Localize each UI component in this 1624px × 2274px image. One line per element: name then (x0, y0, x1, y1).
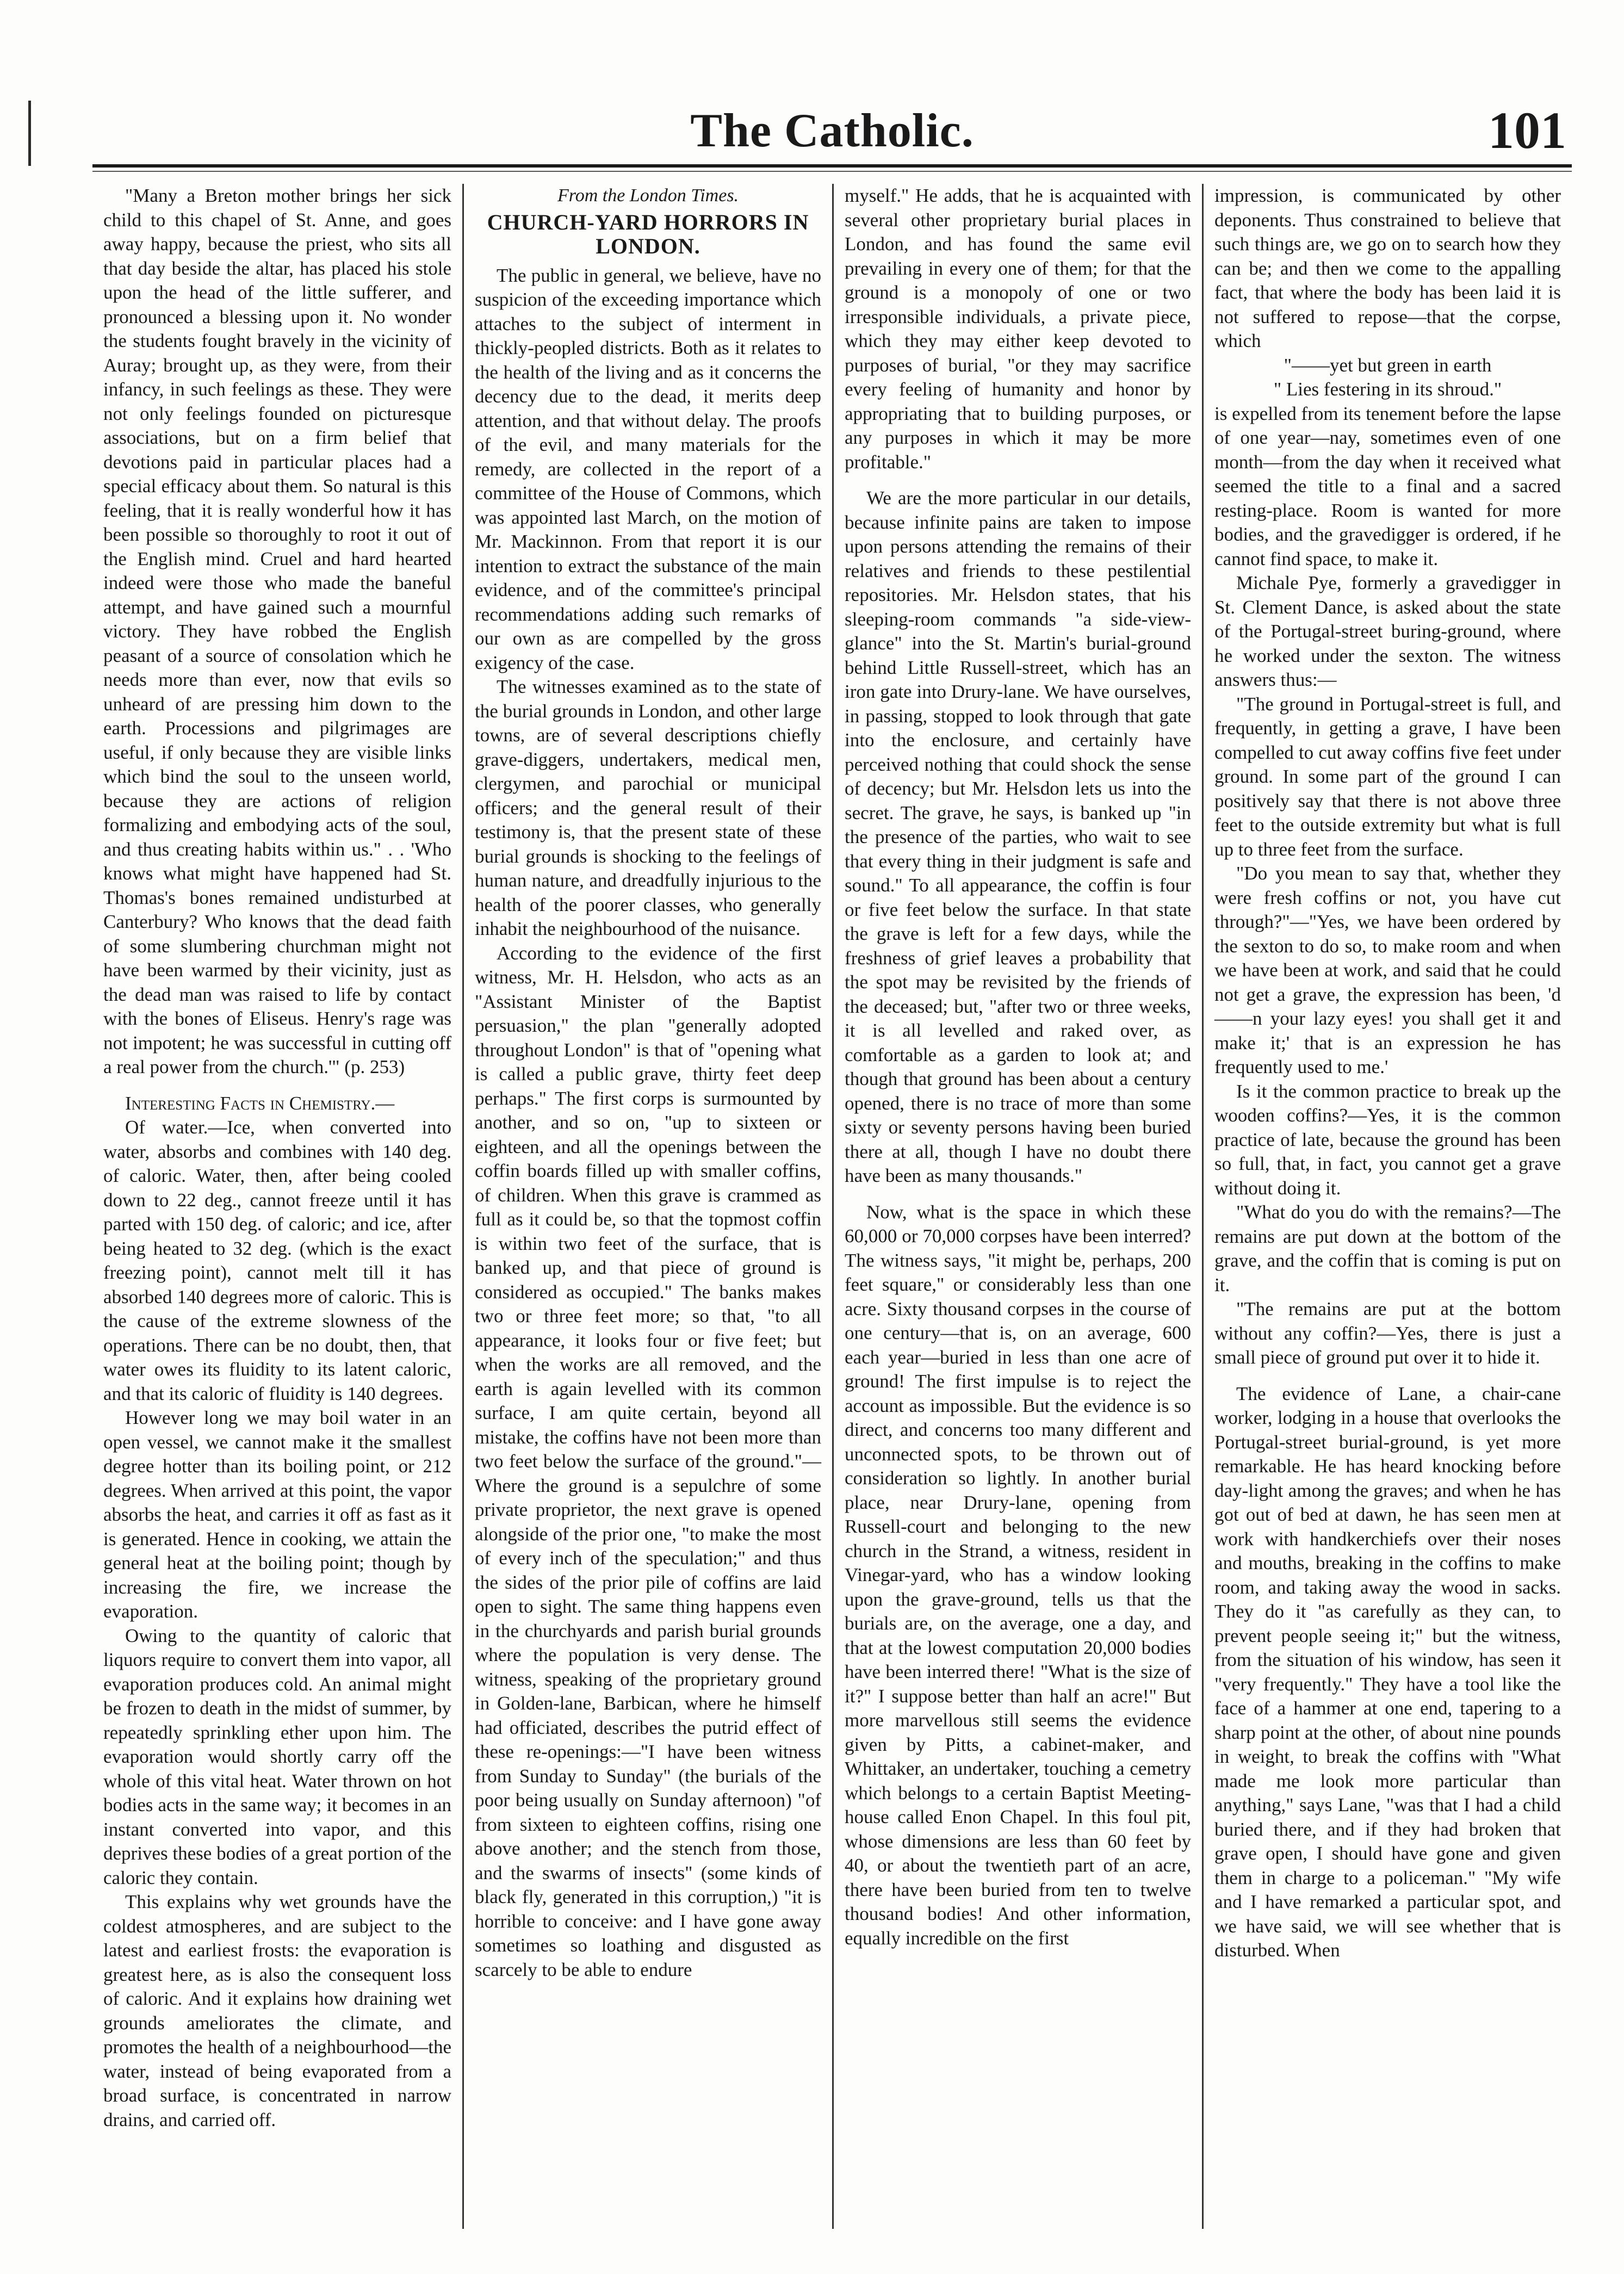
column-1 (92, 184, 462, 2229)
column-2 (462, 184, 832, 2229)
testimony-paragraph-1: "The ground in Portugal-street is full, and frequently, in getting a grave, I have been compelled to cut away coffins five feet under ground. In some part of the ground I can positively say that there is not above three feet to the outside extremity but what is full up to three feet from the surface. (1214, 693, 1561, 860)
text-columns (92, 184, 1572, 2229)
article-paragraph-5: We are the more particular in our details, because infinite pains are taken to impose upon persons attending the remains of their relatives and friends to these pestilential repositories. Mr. Helsdon states, that his sleeping-room commands "a side-view-glance" into the St. Martin's burial-ground behind Little Russell-street, which has an iron gate into Drury-lane. We have ourselves, in passing, stopped to look through that gate into the enclosure, and certainly have perceived nothing that could shock the sense of decency; but Mr. Helsdon lets us into the secret. The grave, he says, is banked up "in the presence of the parties, who wait to see that every thing in their judgment is safe and sound." To all appearance, the coffin is four or five feet below the surface. In that state the grave is left for a few days, while the freshness of grief leaves a probability that the spot may be revisited by the friends of the deceased; but, "after two or three weeks, it is all levelled and raked over, as comfortable as a garden to look at; and though that ground has been about a century opened, there is no trace of more than some sixty or seventy persons having been buried there at all, though I have no doubt there have been as many thousands." (845, 487, 1191, 1186)
article-paragraph-10: The evidence of Lane, a chair-cane worker, lodging in a house that overlooks the Portugal-street burial-ground, is yet more remarkable. He has heard knocking before day-light among the graves; and when he has got out of bed at dawn, he has seen men at work with handkerchiefs over their noses and mouths, breaking in the coffins to make room, and taking away the wood in sacks. They do it "as carefully as they can, to prevent people seeing it;" but the witness, from the situation of his window, has seen it "very frequently." They have a tool like the face of a hammer at one end, tapering to a sharp point at the other, of about nine pounds in weight, to break the coffins with "What made me look more particular than anything," says Lane, "was that I had a child buried there, and if they had broken that grave open, I should have gone and given them in charge to a policeman." "My wife and I have remarked a particular spot, and we have said, we will see whether that is disturbed. When (1214, 1383, 1561, 1961)
chemistry-paragraph-1: Of water.—Ice, when converted into water, absorbs and combines with 140 deg. of caloric. Water, then, after being cooled down to 22 deg., cannot freeze until it has parted with 150 deg. of caloric; and ice, after being heated to 32 deg. (which is the exact freezing point), cannot melt till it has absorbed 140 degrees more of caloric. This is the cause of the extreme slowness of the operations. There can be no doubt, then, that water owes its fluidity to its latent caloric, and that its caloric of fluidity is 140 degrees. (103, 1117, 451, 1404)
chemistry-paragraph-2: However long we may boil water in an open vessel, we cannot make it the smallest degree hotter than its boiling point, or 212 degrees. When arrived at this point, the vapor absorbs the heat, and carries it off as fast as it is generated. Hence in cooking, we attain the general heat at the boiling point; though by increasing the fire, we increase the evaporation. (103, 1407, 451, 1622)
article-paragraph-1: The public in general, we believe, have no suspicion of the exceeding importance which attaches to the subject of interment in thickly-peopled districts. Both as it relates to the health of the living and as it concerns the decency due to the dead, it merits deep attention, and that without delay. The proofs of the evil, and many materials for the remedy, are collected in the report of a committee of the House of Commons, which was appointed last March, on the motion of Mr. Mackinnon. From that report it is our intention to extract the substance of the main evidence, and of the committee's principal recommendations adding such remarks of our own as are compelled by the gross exigency of the case. (475, 264, 821, 673)
breton-quote-paragraph: "Many a Breton mother brings her sick child to this chapel of St. Anne, and goes away happy, because the priest, who sits all that day beside the altar, has placed his stole upon the head of the little sufferer, and pronounced a blessing upon it. No wonder the students fought bravely in the vicinity of Auray; brought up, as they were, from their infancy, in such feelings as these. They were not only feelings founded on picturesque associations, but on a firm belief that devotions paid in particular places had a special efficacy about them. So natural is this feeling, that it is really wonderful how it has been possible so thoroughly to root it out of the English mind. Cruel and hard hearted indeed were those who made the baneful attempt, and have gained such a mournful victory. They have robbed the English peasant of a source of consolation which he needs more than ever, now that evils so unheard of are pressing him down to the earth. Processions and pilgrimages are useful, if only because they are visible links which bind the soul to the unseen world, because they are actions of religion formalizing and embodying acts of the soul, and thus creating habits within us." . . 'Who knows what might have happened had St. Thomas's bones remained undisturbed at Canterbury? Who knows that the dead faith of some slumbering churchman might not have been warmed by their vicinity, just as the dead man was raised to life by contact with the bones of Eliseus. Henry's rage was not impotent; he was successful in cutting off a real power from the church.'" (p. 253) (103, 185, 451, 1077)
margin-mark (28, 101, 31, 166)
column-3 (832, 184, 1202, 2229)
verse-line-2: " Lies festering in its shroud." (1273, 379, 1502, 400)
testimony-paragraph-3: Is it the common practice to break up the wooden coffins?—Yes, it is the common practice of late, because the ground has been so full, that, in fact, you cannot get a grave without doing it. (1214, 1080, 1561, 1199)
testimony-paragraph-4: "What do you do with the remains?—The remains are put down at the bottom of the grave, and the coffin that is coming is put on it. (1214, 1201, 1561, 1296)
article-headline: CHURCH-YARD HORRORS IN LONDON. (487, 209, 809, 258)
article-paragraph-2: The witnesses examined as to the state of the burial grounds in London, and other large towns, are of several descriptions chiefly grave-diggers, undertakers, medical men, clergymen, and parochial or municipal officers; and the general result of their testimony is, that the present state of these burial grounds is shocking to the feelings of human nature, and dreadfully injurious to the health of the poorer classes, who generally inhabit the neighbourhood of the nuisance. (475, 676, 821, 939)
page-header (92, 92, 1572, 163)
article-paragraph-6: Now, what is the space in which these 60,000 or 70,000 corpses have been interred? The witness says, "it might be, perhaps, 200 feet square," or considerably less than one acre. Sixty thousand corpses in the course of one century—that is, on an average, 600 each year—buried in less than one acre of ground! The first impulse is to reject the account as impossible. But the evidence is so direct, and concerns too many different and unconnected spots, to be thrown out of consideration so lightly. In another burial place, near Drury-lane, opening from Russell-court and belonging to the new church in the Strand, a witness, resident in Vinegar-yard, who has a window looking upon the grave-ground, tells us that the burials are, on the average, one a day, and that at the lowest computation 20,000 bodies have been interred there! "What is the size of it?" I suppose better than half an acre!" But more marvellous still seems the evidence given by Pitts, a cabinet-maker, and Whittaker, an undertaker, touching a cemetry which belongs to a certain Baptist Meeting-house called Enon Chapel. In this foul pit, whose dimensions are less than 60 feet by 40, or about the twentieth part of an acre, there have been buried from ten to twelve thousand bodies! And other information, equally incredible on the first (845, 1201, 1191, 1949)
article-paragraph-3: According to the evidence of the first witness, Mr. H. Helsdon, who acts as an "Assistant Minister of the Baptist persuasion," the plan "generally adopted throughout London" is that of "opening what is called a public grave, thirty feet deep perhaps." The first corps is surmounted by another, and so on, "up to sixteen or eighteen, and all the openings between the coffin boards filled up with smaller coffins, of children. When this grave is crammed as full as it could be, so that the topmost coffin is within two feet of the surface, that is banked up, and that piece of ground is considered as occupied." The banks makes two or three feet more; so that, "to all appearance, it looks four or five feet; but when the works are all removed, and the earth is again levelled with its common surface, I am quite certain, beyond all mistake, the coffins have not been more than two feet below the surface of the ground."—Where the ground is a sepulchre of some private proprietor, the next grave is opened alongside of the prior one, "to make the most of every inch of the speculation;" and thus the sides of the prior pile of coffins are laid open to sight. The same thing happens even in the churchyards and parish burial grounds where the population is very dense. The witness, speaking of the proprietary ground in Golden-lane, Barbican, where he himself had officiated, describes the putrid effect of these re-openings:—"I have been witness from Sunday to Sunday" (the burials of the poor being usually on Sunday afternoon) "of from sixteen to eighteen coffins, rising one above another; and the stench from those, and the swarms of insects" (some kinds of black fly, generated in this corruption,) "it is horrible to conceive: and I have gone away sometimes so loathing and disgusted as scarcely to be able to endure (475, 942, 821, 1980)
header-rule (92, 164, 1572, 168)
chemistry-section-heading: Interesting Facts in Chemistry.— (125, 1092, 395, 1114)
header-rule-thin (92, 171, 1572, 172)
testimony-paragraph-2: "Do you mean to say that, whether they were fresh coffins or not, you have cut through?"—"Yes, we have been ordered by the sexton to do so, to make room and when we have been at work, and said that he could not get a grave, the expression has been, 'd——n your lazy eyes! you shall get it and make it;' that is an expression he has frequently used to me.' (1214, 863, 1561, 1077)
article-paragraph-8: is expelled from its tenement before the lapse of one year—nay, sometimes even of one month—from the day when it received what seemed the title to a final and a sacred resting-place. Room is wanted for more bodies, and the gravedigger is ordered, if he cannot find space, to make it. (1214, 402, 1561, 569)
article-paragraph-7: impression, is communicated by other deponents. Thus constrained to believe that such things are, we go on to search how they can be; and then we come to the appalling fact, that where the body has been laid it is not suffered to repose—that the corpse, which (1214, 185, 1561, 351)
page-title: The Catholic. (690, 104, 974, 157)
article-byline: From the London Times. (557, 185, 739, 206)
testimony-paragraph-5: "The remains are put at the bottom without any coffin?—Yes, there is just a small piece of ground put over it to hide it. (1214, 1298, 1561, 1368)
column-4 (1202, 184, 1572, 2229)
article-paragraph-9: Michale Pye, formerly a gravedigger in St. Clement Dance, is asked about the state of the Portugal-street buring-ground, where he worked under the sexton. The witness answers thus:— (1214, 572, 1561, 690)
article-paragraph-4: myself." He adds, that he is acquainted with several other proprietary burial places in London, and has found the same evil prevailing in every one of them; for that the ground is a monopoly of one or two irresponsible individuals, a private piece, which they may either keep devoted to purposes of burial, "or they may sacrifice every feeling of humanity and honor by appropriating that to building purposes, or any purposes in which it may be more profitable." (845, 185, 1191, 473)
page-number: 101 (1488, 101, 1566, 159)
chemistry-paragraph-4: This explains why wet grounds have the coldest atmospheres, and are subject to the latest and earliest frosts: the evaporation is greatest here, as is also the consequent loss of caloric. And it explains how draining wet grounds ameliorates the climate, and promotes the health of a neighbourhood—the water, instead of being evaporated from a broad surface, is concentrated in narrow drains, and carried off. (103, 1891, 451, 2130)
verse-line-1: "——yet but green in earth (1284, 354, 1492, 376)
chemistry-paragraph-3: Owing to the quantity of caloric that liquors require to convert them into vapor, all evaporation produces cold. An animal might be frozen to death in the midst of summer, by repeatedly sprinkling ether upon him. The evaporation would shortly carry off the whole of this vital heat. Water thrown on hot bodies acts in the same way; it becomes in an instant converted into vapor, and this deprives these bodies of a great portion of the caloric they contain. (103, 1625, 451, 1888)
